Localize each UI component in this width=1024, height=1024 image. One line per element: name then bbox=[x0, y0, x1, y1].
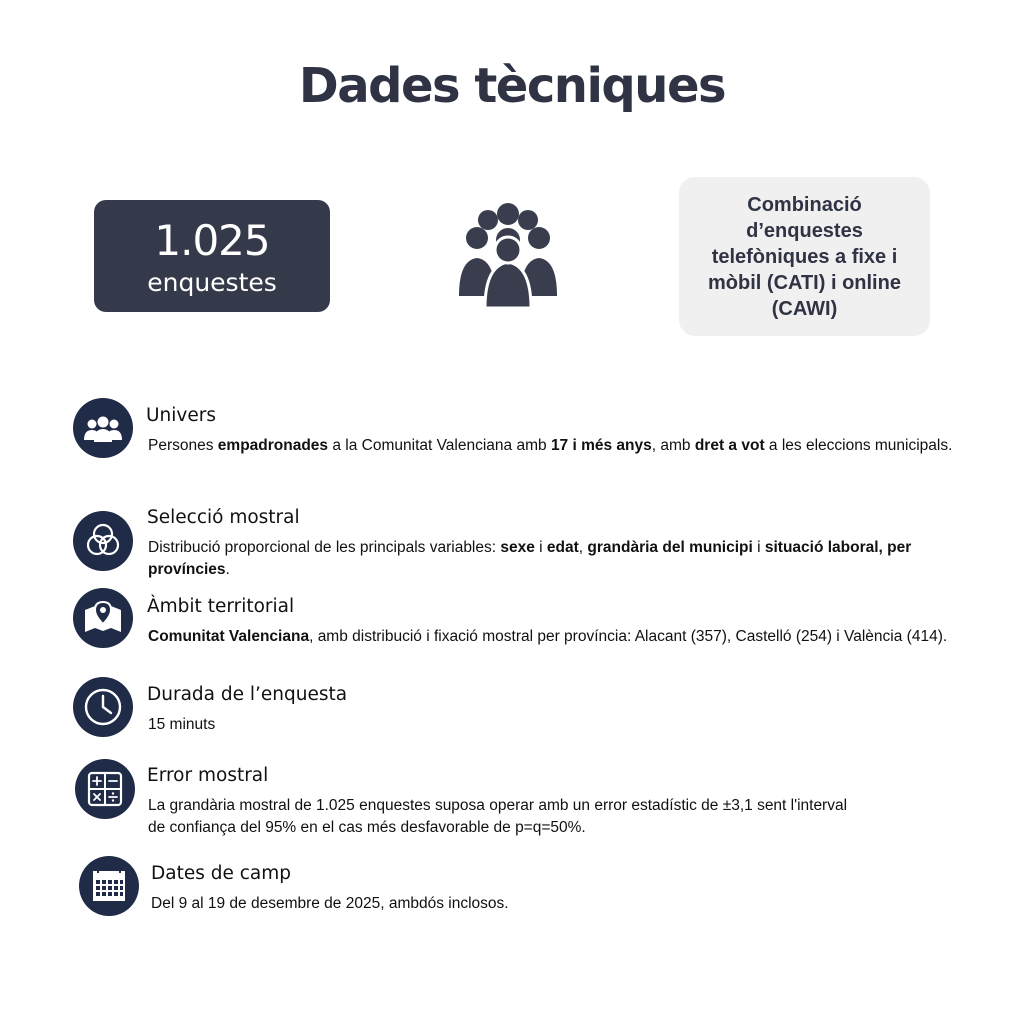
clock-icon bbox=[73, 677, 133, 737]
map-pin-icon bbox=[73, 588, 133, 648]
item-text-segment: i bbox=[534, 539, 547, 556]
item-text-segment: 15 minuts bbox=[148, 716, 216, 733]
item-text-segment: . bbox=[225, 561, 230, 578]
item-text-durada bbox=[148, 714, 978, 736]
sample-count-box bbox=[94, 200, 330, 312]
item-text-segment: dret a vot bbox=[694, 437, 765, 454]
item-text-segment: grandària del municipi bbox=[587, 539, 753, 556]
item-text-univers bbox=[148, 435, 978, 457]
item-heading-error: Error mostral bbox=[147, 765, 269, 786]
item-heading-univers: Univers bbox=[146, 405, 216, 426]
item-heading-durada: Durada de l’enquesta bbox=[147, 684, 348, 705]
sample-count: 1.025 bbox=[154, 216, 270, 265]
item-heading-seleccio: Selecció mostral bbox=[147, 507, 300, 528]
method-text: Combinació d’enquestes telefòniques a fixe i mòbil (CATI) i online (CAWI) bbox=[708, 193, 901, 320]
item-text-segment: Distribució proporcional de les principals variables: bbox=[148, 539, 501, 556]
item-text-segment: Comunitat Valenciana bbox=[148, 628, 310, 645]
venn-icon bbox=[73, 511, 133, 571]
item-text-segment: 17 i més anys bbox=[550, 437, 652, 454]
item-text-segment: a les eleccions municipals. bbox=[764, 437, 953, 454]
page-title: Dades tècniques bbox=[298, 58, 726, 114]
item-text-segment: situació laboral, per províncies bbox=[148, 539, 912, 578]
item-text-segment: sexe bbox=[500, 539, 535, 556]
item-text-segment: a la Comunitat Valenciana amb bbox=[328, 437, 551, 454]
item-heading-dates: Dates de camp bbox=[151, 863, 292, 884]
item-text-segment: i bbox=[752, 539, 765, 556]
item-text-segment: edat bbox=[546, 539, 579, 556]
sample-count-label: enquestes bbox=[147, 268, 277, 297]
item-text-dates bbox=[151, 893, 981, 915]
item-text-segment: , bbox=[578, 539, 588, 556]
item-text-segment: La grandària mostral de 1.025 enquestes suposa operar amb un error estadístic de ±3,1 sent l'interval de confiança del 95% en el cas més desfavorable de p=q=50%. bbox=[148, 797, 848, 836]
item-text-segment: , amb bbox=[651, 437, 695, 454]
calculator-icon bbox=[75, 759, 135, 819]
method-box bbox=[679, 177, 930, 336]
item-heading-ambit: Àmbit territorial bbox=[147, 596, 295, 617]
people-icon bbox=[73, 398, 133, 458]
item-text-error bbox=[148, 795, 868, 839]
item-text-ambit bbox=[148, 626, 978, 648]
item-text-segment: Del 9 al 19 de desembre de 2025, ambdós inclosos. bbox=[151, 895, 509, 912]
item-text-segment: , amb distribució i fixació mostral per província: Alacant (357), Castelló (254) i València (414). bbox=[309, 628, 948, 645]
item-text-seleccio bbox=[148, 537, 978, 581]
calendar-icon bbox=[79, 856, 139, 916]
item-text-segment: empadronades bbox=[217, 437, 329, 454]
crowd-icon bbox=[455, 200, 561, 312]
item-text-segment: Persones bbox=[148, 437, 218, 454]
